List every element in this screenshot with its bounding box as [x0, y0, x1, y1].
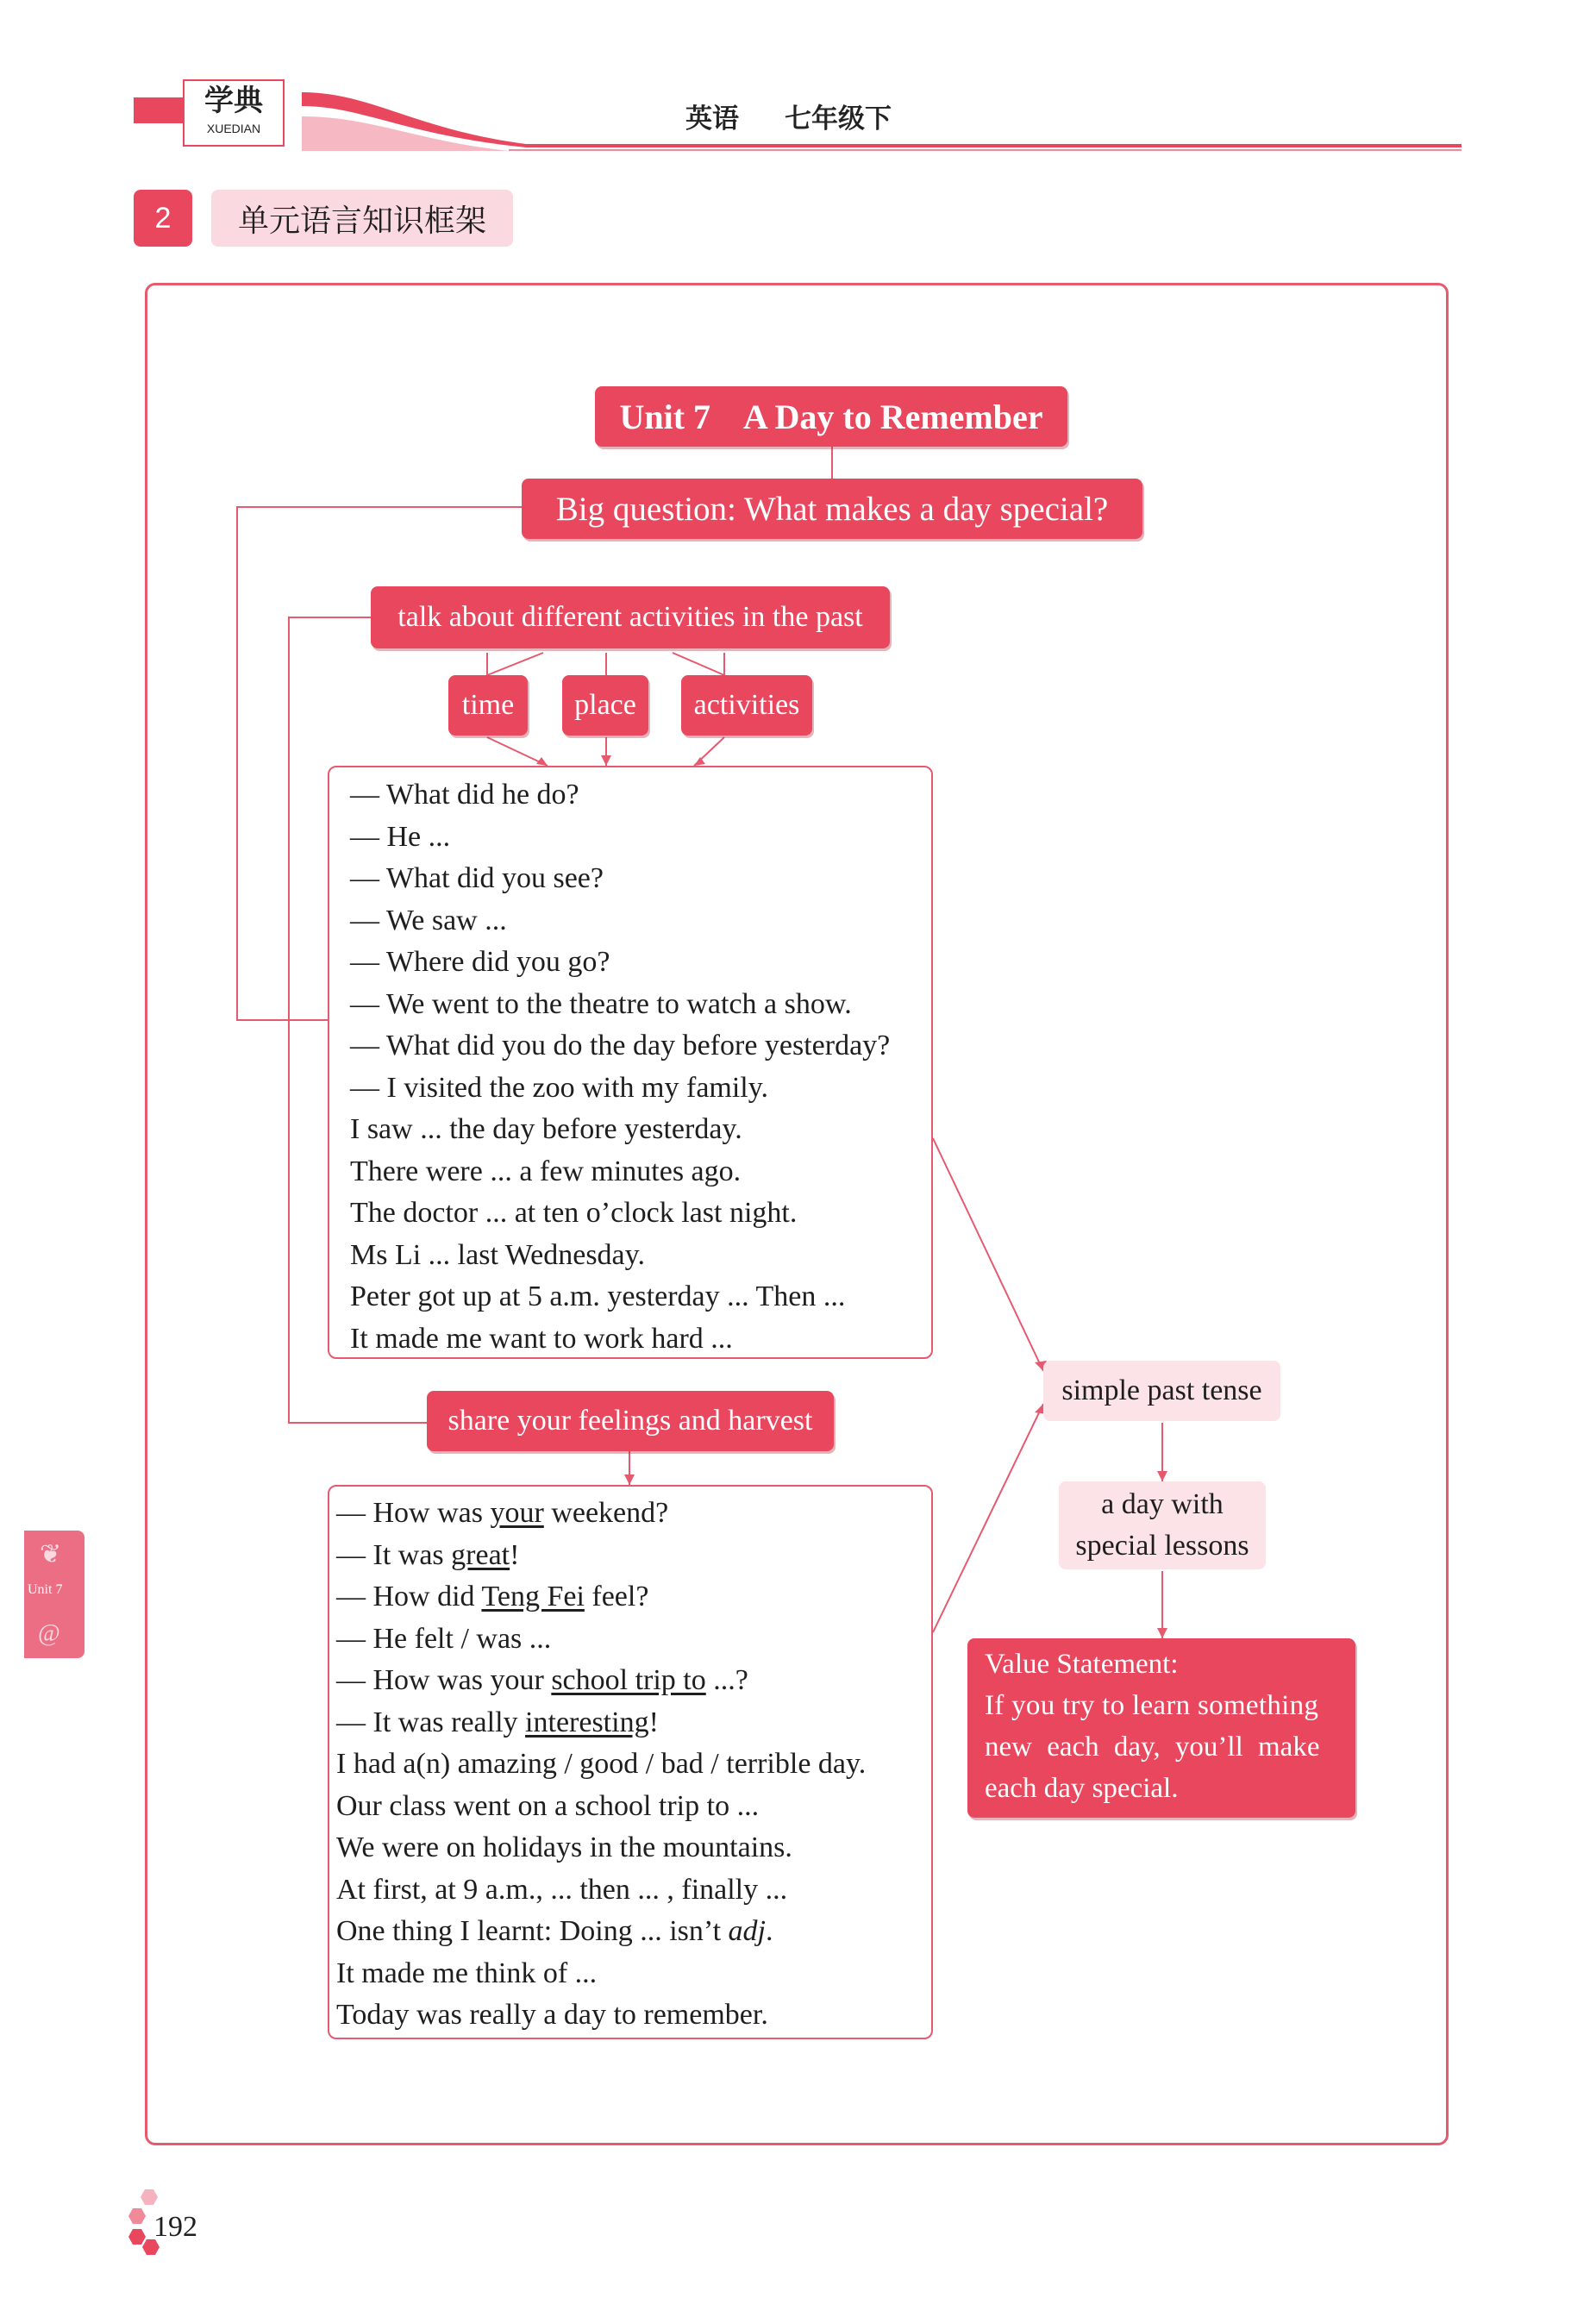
- value-statement-line: If you try to learn something: [985, 1690, 1319, 1721]
- list-item: The doctor ... at ten o’clock last night.: [350, 1197, 798, 1229]
- list-item: — What did he do?: [350, 779, 579, 811]
- value-statement-line: each day special.: [985, 1773, 1179, 1804]
- value-statement-heading: Value Statement:: [985, 1649, 1179, 1680]
- swirl-icon: @: [38, 1620, 60, 1647]
- unit-title-node: Unit 7 A Day to Remember: [595, 386, 1067, 447]
- list-item: I had a(n) amazing / good / bad / terrible day.: [336, 1748, 867, 1780]
- list-item: Our class went on a school trip to ...: [336, 1789, 760, 1822]
- list-item: — We saw ...: [350, 904, 507, 936]
- list-item: — I visited the zoo with my family.: [350, 1071, 769, 1104]
- grammar-node: simple past tense: [1043, 1361, 1280, 1421]
- sub-node-place: place: [562, 675, 648, 736]
- list-item: Peter got up at 5 a.m. yesterday ... Then ...: [350, 1280, 846, 1312]
- list-item: There were ... a few minutes ago.: [350, 1155, 742, 1187]
- branch1-expressions-box: [328, 766, 933, 1359]
- list-item: — He felt / was ...: [336, 1622, 552, 1655]
- section-number: 2: [134, 190, 192, 247]
- list-item: One thing I learnt: Doing ... isn’t adj.: [336, 1915, 773, 1947]
- header-grade: 七年级下: [785, 103, 892, 135]
- list-item: — How was your weekend?: [336, 1497, 669, 1529]
- topic-line-2: special lessons: [1075, 1530, 1249, 1562]
- list-item: — It was great!: [336, 1538, 520, 1571]
- topic-node: [1059, 1481, 1266, 1569]
- sub-node-time: time: [448, 675, 528, 736]
- branch2-title-node: share your feelings and harvest: [427, 1391, 834, 1451]
- list-item: — How did Teng Fei feel?: [336, 1581, 649, 1612]
- list-item: — How was your school trip to ...?: [336, 1664, 748, 1696]
- list-item: — What did you see?: [350, 862, 604, 894]
- big-question-node: Big question: What makes a day special?: [522, 479, 1142, 539]
- value-statement-node: [967, 1638, 1355, 1818]
- list-item: We were on holidays in the mountains.: [336, 1831, 792, 1863]
- sub-node-activities: activities: [681, 675, 812, 736]
- topic-line-1: a day with: [1101, 1488, 1224, 1520]
- header-subject: 英语: [685, 103, 739, 135]
- list-item: — We went to the theatre to watch a show.: [350, 987, 852, 1020]
- list-item: Ms Li ... last Wednesday.: [350, 1238, 645, 1271]
- section-title: 单元语言知识框架: [211, 190, 513, 247]
- list-item: — Where did you go?: [350, 946, 610, 978]
- list-item: At first, at 9 a.m., ... then ... , finally ...: [336, 1873, 788, 1906]
- wing-icon: ❦: [40, 1540, 62, 1568]
- logo-chinese: 学典: [204, 84, 263, 118]
- list-item: — What did you do the day before yesterday?: [350, 1030, 891, 1061]
- list-item: It made me think of ...: [336, 1957, 598, 1989]
- logo-english: XUEDIAN: [206, 122, 261, 135]
- list-item: I saw ... the day before yesterday.: [350, 1113, 742, 1145]
- list-item: — He ...: [350, 820, 451, 853]
- page-number: 192: [153, 2211, 197, 2243]
- branch2-expressions-box: [328, 1485, 933, 2039]
- list-item: Today was really a day to remember.: [336, 1999, 768, 2031]
- value-statement-line: new each day, you’ll make: [985, 1731, 1320, 1763]
- branch1-title-node: talk about different activities in the past: [371, 586, 890, 648]
- side-tab-label: Unit 7: [28, 1582, 63, 1597]
- list-item: It made me want to work hard ...: [350, 1322, 733, 1355]
- list-item: — It was really interesting!: [336, 1706, 659, 1738]
